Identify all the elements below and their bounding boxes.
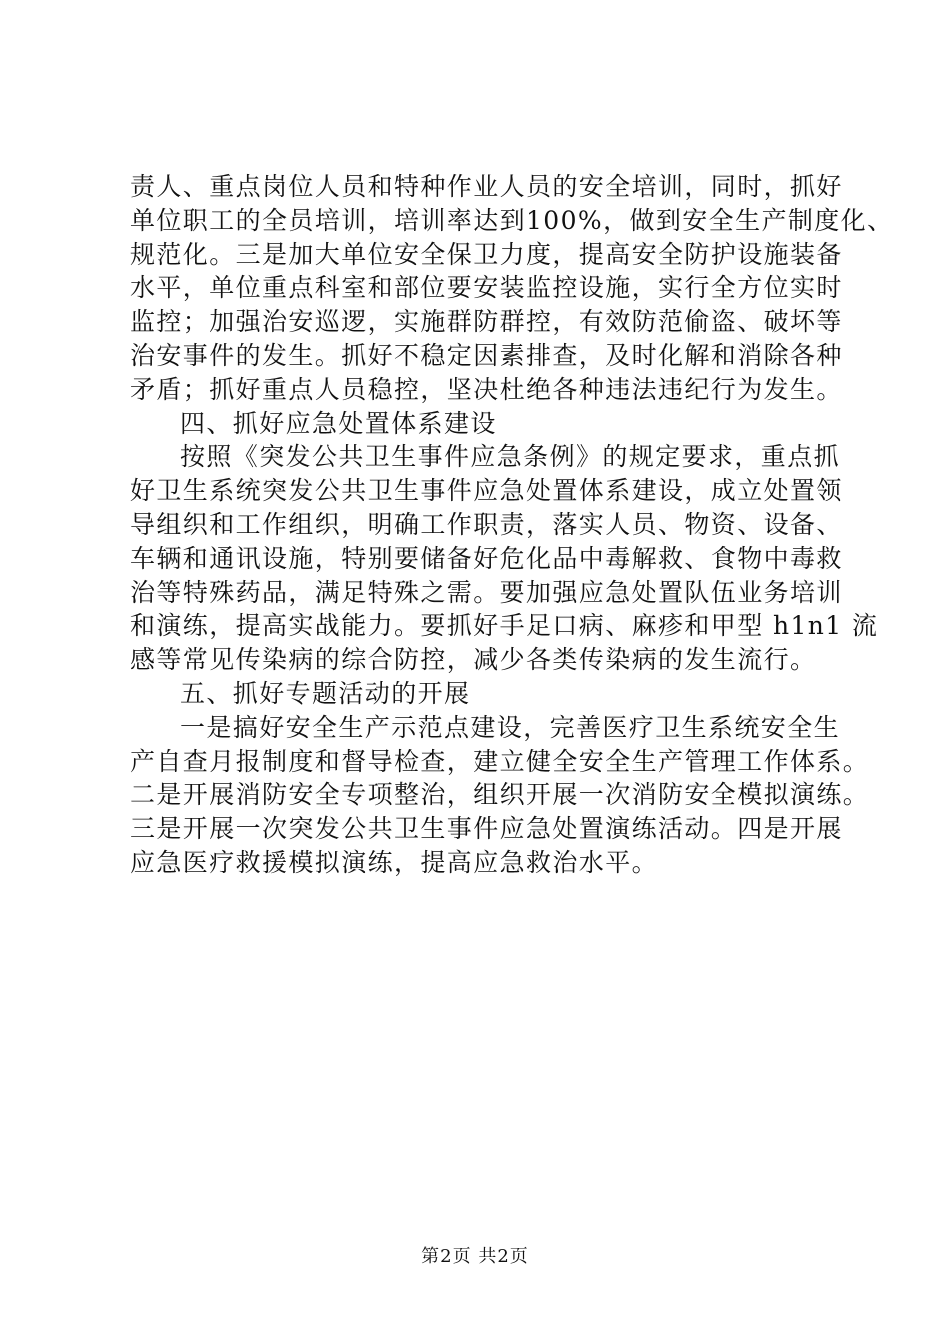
text-line: 产自查月报制度和督导检查，建立健全安全生产管理工作体系。 — [130, 746, 870, 776]
text-line: 按照《突发公共卫生事件应急条例》的规定要求，重点抓 — [180, 442, 841, 472]
text-line: 三是开展一次突发公共卫生事件应急处置演练活动。四是开展 — [130, 814, 843, 844]
text-line: 一是搞好安全生产示范点建设，完善医疗卫生系统安全生 — [180, 712, 841, 742]
text-line: 治安事件的发生。抓好不稳定因素排查，及时化解和消除各种 — [130, 340, 843, 370]
text-line: 五、抓好专题活动的开展 — [180, 678, 471, 708]
text-line: 车辆和通讯设施，特别要储备好危化品中毒解救、食物中毒救 — [130, 543, 843, 573]
text-line: 导组织和工作组织，明确工作职责，落实人员、物资、设备、 — [130, 509, 843, 539]
text-line: 监控；加强治安巡逻，实施群防群控，有效防范偷盗、破坏等 — [130, 307, 843, 337]
text-line: 责人、重点岗位人员和特种作业人员的安全培训，同时，抓好 — [130, 172, 843, 201]
text-line: 和演练，提高实战能力。要抓好手足口病、麻疹和甲型 h1n1 流 — [130, 611, 879, 641]
document-body — [130, 170, 894, 880]
text-line: 规范化。三是加大单位安全保卫力度，提高安全防护设施装备 — [130, 239, 843, 269]
text-line: 好卫生系统突发公共卫生事件应急处置体系建设，成立处置领 — [130, 476, 843, 506]
text-line: 矛盾；抓好重点人员稳控，坚决杜绝各种违法违纪行为发生。 — [130, 374, 843, 404]
text-line: 感等常见传染病的综合防控，减少各类传染病的发生流行。 — [130, 645, 817, 675]
text-line: 治等特殊药品，满足特殊之需。要加强应急处置队伍业务培训 — [130, 577, 843, 607]
text-line: 四、抓好应急处置体系建设 — [180, 408, 497, 438]
text-line: 二是开展消防安全专项整治，组织开展一次消防安全模拟演练。 — [130, 780, 870, 810]
text-line: 应急医疗救援模拟演练，提高应急救治水平。 — [130, 847, 659, 877]
text-line: 水平，单位重点科室和部位要安装监控设施，实行全方位实时 — [130, 273, 843, 303]
text-line: 单位职工的全员培训，培训率达到100%，做到安全生产制度化、 — [130, 205, 894, 235]
page-footer: 第2页 共2页 — [421, 1246, 529, 1267]
